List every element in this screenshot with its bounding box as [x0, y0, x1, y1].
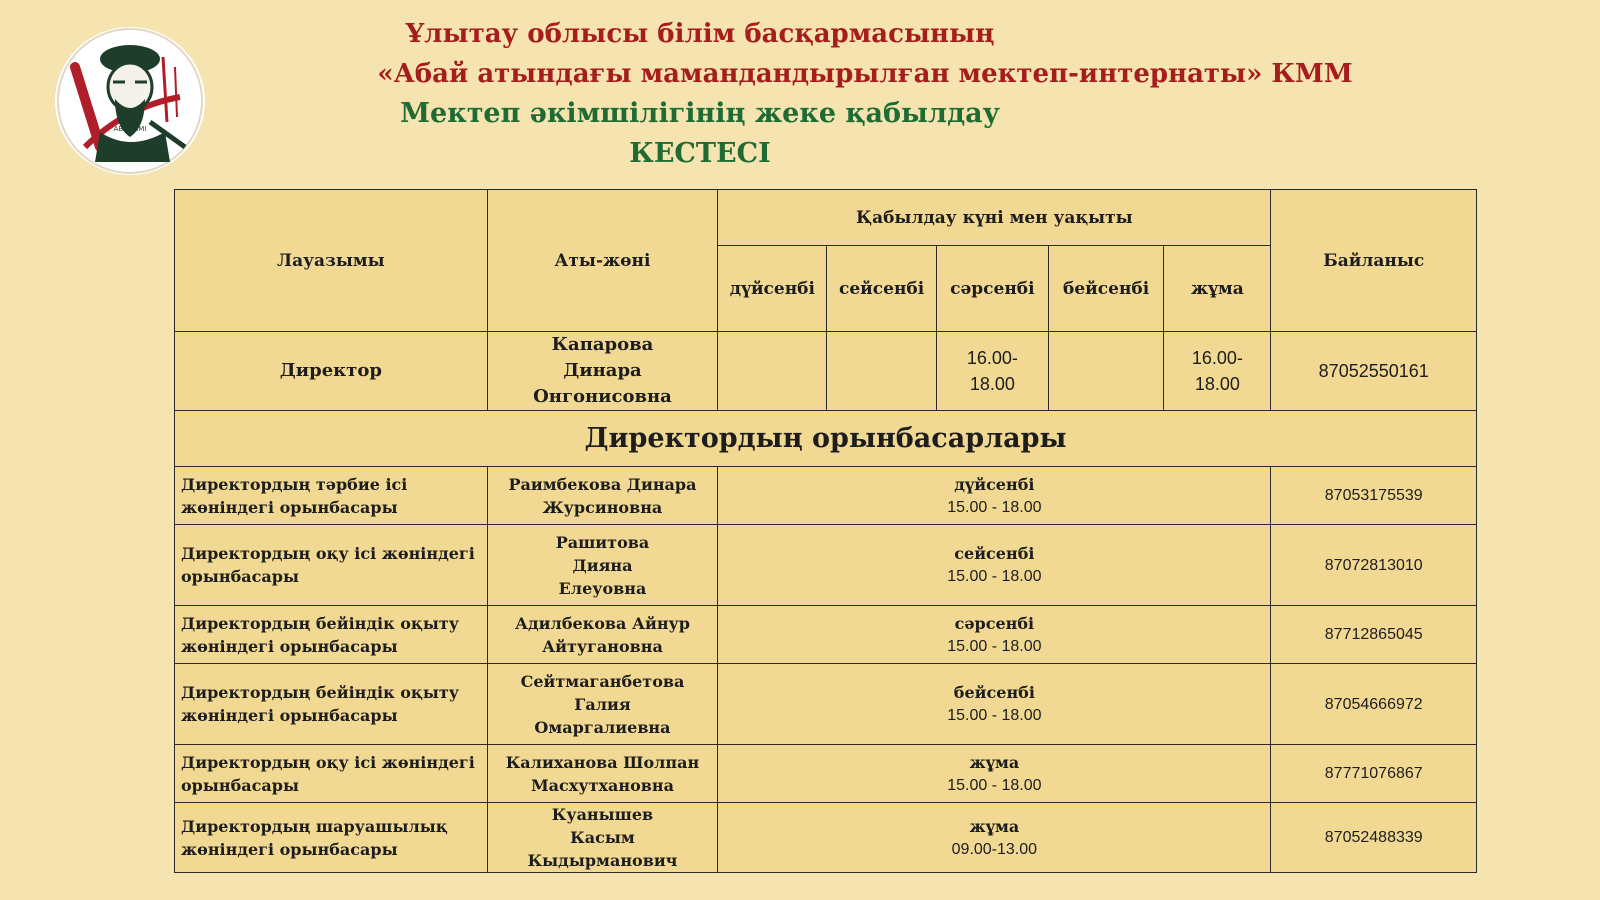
- director-name-line1: Капарова: [551, 334, 654, 355]
- deputy-name: [487, 664, 718, 745]
- deputy-position-line1: Директордың шаруашылық: [181, 816, 448, 836]
- deputy-time: 09.00-13.00: [951, 840, 1038, 858]
- director-contact: 87052550161: [1271, 332, 1477, 411]
- deputy-name: [487, 606, 718, 664]
- column-header-schedule: Қабылдау күні мен уақыты: [718, 190, 1271, 246]
- reception-schedule-table: [174, 189, 1477, 873]
- deputy-contact: 87072813010: [1271, 525, 1477, 606]
- deputy-time: 15.00 - 18.00: [947, 776, 1042, 794]
- deputy-position-line1: Директордың оқу ісі жөніндегі: [181, 752, 475, 772]
- header-line-3: Мектеп әкімшілігінің жеке қабылдау: [400, 98, 1000, 129]
- deputy-position-line2: жөніндегі орынбасары: [181, 497, 398, 517]
- table-row: [175, 664, 1477, 745]
- deputy-name: [487, 745, 718, 803]
- deputy-position-line1: Директордың бейіндік оқыту: [181, 683, 460, 702]
- deputy-name-line2: Касым Кыдырманович: [527, 828, 678, 870]
- director-tuesday: [827, 332, 936, 411]
- director-position: Директор: [175, 332, 488, 411]
- deputy-name-line1: Сейтмаганбетова Галия: [520, 671, 685, 714]
- deputy-day: бейсенбі: [953, 683, 1035, 702]
- deputy-name-line2: Масхутхановна: [530, 775, 674, 795]
- deputy-position-line2: орынбасары: [181, 567, 299, 586]
- deputy-position: [175, 745, 488, 803]
- deputy-schedule: [718, 525, 1271, 606]
- header-line-4: КЕСТЕСІ: [629, 138, 771, 169]
- director-friday-line2: 18.00: [1194, 374, 1240, 394]
- deputy-name: [487, 467, 718, 525]
- director-name: [487, 332, 718, 411]
- deputy-schedule: [718, 664, 1271, 745]
- deputy-position: [175, 525, 488, 606]
- deputy-name-line2: Дияна: [572, 555, 633, 575]
- day-header-tuesday: сейсенбі: [827, 246, 936, 332]
- header-line-2: «Абай атындағы мамандандырылған мектеп-интернаты» КММ: [377, 59, 1353, 89]
- director-wednesday: [936, 332, 1048, 411]
- deputy-contact: 87771076867: [1271, 745, 1477, 803]
- deputy-day: сәрсенбі: [954, 613, 1035, 633]
- day-header-thursday: бейсенбі: [1048, 246, 1163, 332]
- deputy-contact: 87712865045: [1271, 606, 1477, 664]
- deputy-position: [175, 606, 488, 664]
- deputy-contact: 87052488339: [1271, 803, 1477, 873]
- table-header-row: [175, 190, 1477, 246]
- deputy-position-line2: орынбасары: [181, 775, 299, 795]
- deputy-position-line2: жөніндегі орынбасары: [181, 839, 398, 859]
- deputy-name-line1: Калиханова Шолпан: [505, 752, 700, 772]
- director-monday: [718, 332, 827, 411]
- logo-text: ABAI MMI: [113, 125, 147, 133]
- deputy-day: сейсенбі: [954, 544, 1035, 563]
- director-wednesday-line1: 16.00-: [966, 348, 1018, 368]
- column-header-contact: Байланыс: [1271, 190, 1477, 332]
- deputy-schedule: [718, 606, 1271, 664]
- deputy-position: [175, 803, 488, 873]
- day-header-friday: жұма: [1164, 246, 1271, 332]
- deputy-name-line2: Журсиновна: [542, 497, 663, 517]
- deputy-position: [175, 664, 488, 745]
- deputy-time: 15.00 - 18.00: [947, 637, 1042, 655]
- deputy-time: 15.00 - 18.00: [947, 707, 1042, 724]
- director-thursday: [1048, 332, 1163, 411]
- deputy-position-line1: Директордың тәрбие ісі: [181, 474, 408, 494]
- deputy-name: [487, 525, 718, 606]
- director-name-line2: Динара Онгонисовна: [533, 360, 672, 407]
- table-row: [175, 745, 1477, 803]
- deputy-name-line2: Айтугановна: [542, 636, 663, 656]
- deputy-name-line1: Адилбекова Айнур: [514, 613, 690, 633]
- table-row: [175, 803, 1477, 873]
- deputy-day: дүйсенбі: [954, 474, 1035, 494]
- section-title: Директордың орынбасарлары: [175, 411, 1477, 467]
- deputy-name-line3: Елеуовна: [558, 578, 647, 598]
- day-header-monday: дүйсенбі: [718, 246, 827, 332]
- column-header-position: Лауазымы: [175, 190, 488, 332]
- deputy-position-line2: жөніндегі орынбасары: [181, 706, 398, 725]
- header-line-1: Ұлытау облысы білім басқармасының: [405, 19, 995, 49]
- deputy-time: 15.00 - 18.00: [947, 498, 1042, 516]
- deputy-time: 15.00 - 18.00: [947, 568, 1042, 585]
- deputy-position-line2: жөніндегі орынбасары: [181, 636, 398, 656]
- table-row: [175, 525, 1477, 606]
- deputy-contact: 87053175539: [1271, 467, 1477, 525]
- director-row: [175, 332, 1477, 411]
- deputy-contact: 87054666972: [1271, 664, 1477, 745]
- section-row: [175, 411, 1477, 467]
- director-wednesday-line2: 18.00: [969, 374, 1015, 394]
- director-friday-line1: 16.00-: [1191, 348, 1243, 368]
- deputy-schedule: [718, 745, 1271, 803]
- table-row: [175, 606, 1477, 664]
- deputy-schedule: [718, 803, 1271, 873]
- deputy-day: жұма: [969, 816, 1020, 836]
- deputy-name-line1: Рашитова: [555, 532, 650, 552]
- deputy-position-line1: Директордың оқу ісі жөніндегі: [181, 544, 475, 563]
- day-header-wednesday: сәрсенбі: [936, 246, 1048, 332]
- deputy-name-line1: Куанышев: [551, 805, 654, 824]
- deputy-position-line1: Директордың бейіндік оқыту: [181, 613, 460, 633]
- page-header: [0, 14, 1600, 174]
- deputy-name-line2: Омаргалиевна: [534, 717, 671, 737]
- director-friday: [1164, 332, 1271, 411]
- deputy-position: [175, 467, 488, 525]
- deputy-name: [487, 803, 718, 873]
- deputy-name-line1: Раимбекова Динара: [508, 474, 697, 494]
- deputy-schedule: [718, 467, 1271, 525]
- column-header-name: Аты-жөні: [487, 190, 718, 332]
- table-row: [175, 467, 1477, 525]
- deputy-day: жұма: [969, 752, 1020, 772]
